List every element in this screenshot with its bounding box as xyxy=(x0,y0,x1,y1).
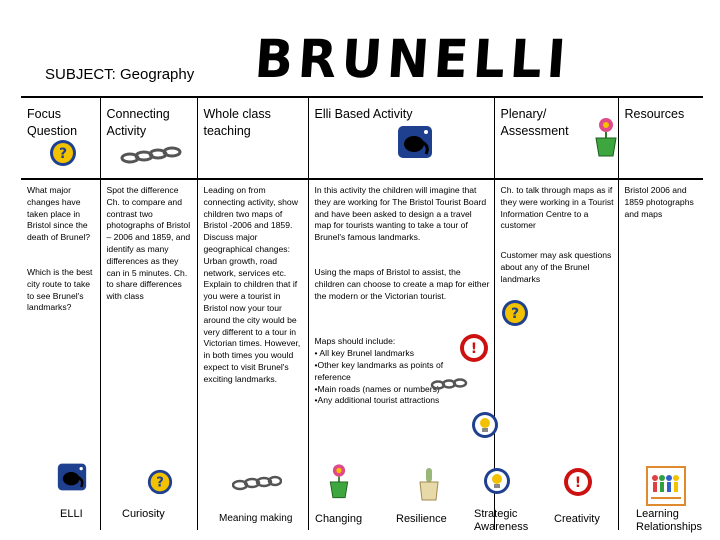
flower-pot-icon xyxy=(590,116,622,158)
elephant-badge-icon xyxy=(56,462,88,492)
svg-text:?: ? xyxy=(156,475,164,491)
footer-label-resilience: Resilience xyxy=(396,513,447,525)
elli-maps-heading: Maps should include: xyxy=(314,336,396,347)
people-group-icon xyxy=(646,466,686,506)
col-whole-class: Whole class teaching xyxy=(197,97,308,179)
col-focus-question: Focus Question xyxy=(21,97,100,179)
footer-label-learning-relationships: Learning Relationships xyxy=(636,508,703,533)
elli-bullet: •Other key landmarks as points of xyxy=(314,359,444,370)
focus-question-1: What major changes have taken place in Bristol since the death of Brunel? xyxy=(27,185,91,243)
footer-label-elli: ELLI xyxy=(60,508,83,520)
lightbulb-badge-icon xyxy=(470,410,500,440)
plenary-text-1: Ch. to talk through maps as if they were working in a Tourist Information Centre to a customer xyxy=(500,185,614,231)
page-title: BRUNELLI xyxy=(252,28,573,90)
content-row xyxy=(21,179,703,530)
resources-text: Bristol 2006 and 1859 photographs and maps xyxy=(624,185,694,219)
focus-question-2: Which is the best city route to take to see Brunel's landmarks? xyxy=(27,266,93,313)
col-plenary: Plenary/ Assessment xyxy=(494,97,618,179)
cactus-pot-icon xyxy=(416,466,442,502)
footer-label-changing: Changing xyxy=(315,513,363,525)
elephant-badge-icon xyxy=(396,124,434,160)
elli-intro: In this activity the children will imagine that they are working for The Bristol Tourist Board and have been asked to design a a travel map for tourists wanting to take a tour of Brunel's famous landmarks. xyxy=(314,185,487,243)
svg-text:?: ? xyxy=(58,146,68,162)
question-badge-icon xyxy=(500,298,530,328)
chain-links-icon xyxy=(232,474,282,492)
footer-label-strategic-awareness: Strategic Awareness xyxy=(474,508,529,533)
svg-text:!: ! xyxy=(574,475,582,491)
col-elli-activity: Elli Based Activity xyxy=(308,97,494,179)
elli-choice: Using the maps of Bristol to assist, the children can choose to create a map for either the modern or the Victorian tourist. xyxy=(314,266,490,301)
chain-links-icon xyxy=(120,144,186,166)
svg-text:!: ! xyxy=(470,341,478,357)
lightbulb-badge-icon xyxy=(482,466,512,496)
footer-label-meaning-making: Meaning making xyxy=(219,513,293,524)
elli-bullet: reference xyxy=(314,371,351,382)
exclamation-badge-icon xyxy=(458,332,490,364)
col-resources: Resources xyxy=(618,97,703,179)
chain-links-icon xyxy=(430,376,470,392)
elli-bullet: •Any additional tourist attractions xyxy=(314,395,440,406)
elli-bullet: •Main roads (names or numbers) xyxy=(314,383,440,394)
elli-bullet: • All key Brunel landmarks xyxy=(314,348,414,359)
subject-label: SUBJECT: Geography xyxy=(45,66,195,83)
footer-label-curiosity: Curiosity xyxy=(122,508,165,520)
exclamation-badge-icon xyxy=(562,466,594,498)
footer-label-creativity: Creativity xyxy=(554,513,600,525)
plenary-text-2: Customer may ask questions about any of the Brunel landmarks xyxy=(500,250,612,284)
col-connecting-activity: Connecting Activity xyxy=(100,97,197,179)
question-badge-icon xyxy=(48,138,78,168)
connecting-title: Spot the difference xyxy=(106,185,179,195)
question-badge-icon xyxy=(146,468,174,496)
plenary-cell xyxy=(494,179,618,530)
svg-text:?: ? xyxy=(510,306,520,322)
flower-pot-icon xyxy=(325,462,353,500)
whole-class-text: Leading on from connecting activity, show children two maps of Bristol -2006 and 1859. Discuss major geographical changes: Urban growth, road network, services etc. Explain to children that if you were a tourist in Bristol now your tour around the city would be very different to a tour in Victorian times. However, in both times you would expect to visit Brunel's exciting landmarks. xyxy=(203,185,301,384)
connecting-text: Ch. to compare and contrast two photographs of Bristol – 2006 and 1859, and identify as many differences as they can in 5 minutes. Ch. to share differences with class xyxy=(106,196,191,302)
